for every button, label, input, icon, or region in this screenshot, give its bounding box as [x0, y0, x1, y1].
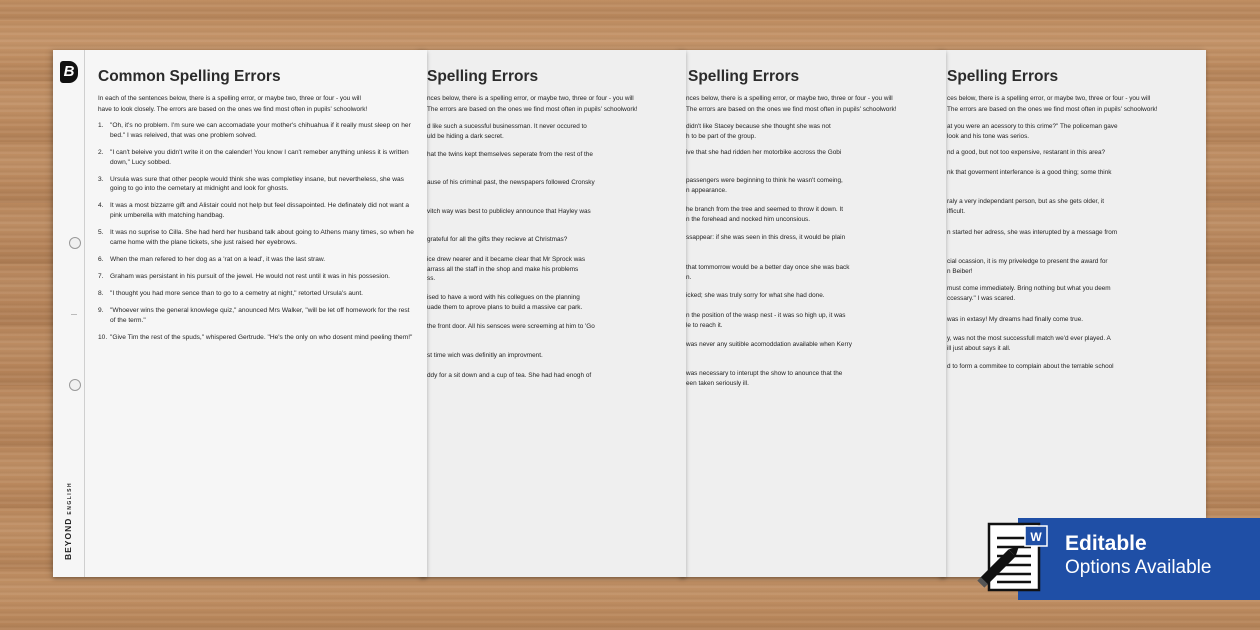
question-number: 3.: [98, 175, 104, 183]
sentence-fragment: ccessary." I was scared.: [947, 294, 1016, 302]
question-number: 10.: [98, 333, 108, 341]
question-number: 5.: [98, 229, 104, 237]
brand-wordmark: [63, 482, 73, 560]
intro-line-2: The errors are based on the ones we find most often in pupils' schoolwork!: [686, 105, 897, 113]
intro-line-1: In each of the sentences below, there is a spelling error, or maybe two, three or four - you will: [98, 95, 361, 102]
question-text: Ursula was sure that other people would think she was completley insane, but nevertheless, she was going to go into the cemetary at midnight and look for ghosts.: [110, 175, 404, 193]
question-list: [98, 121, 414, 350]
sentence-fragment: een taken seriously ill.: [686, 379, 749, 387]
sentence-fragment: look and his tone was serios.: [947, 132, 1030, 140]
fold-mark: [71, 314, 77, 315]
badge-title: Editable: [1065, 532, 1147, 555]
sentence-fragment: arrass all the staff in the shop and make his problems: [427, 265, 579, 273]
page-title: Spelling Errors: [947, 68, 1059, 85]
worksheet-page-4: [940, 50, 1206, 577]
worksheet-page-2: [420, 50, 686, 577]
question-item: [98, 272, 414, 282]
question-number: 4.: [98, 202, 104, 210]
question-number: 2.: [98, 148, 104, 156]
sentence-fragment: n the position of the wasp nest - it was so high up, it was: [686, 312, 846, 319]
question-item: [98, 255, 414, 265]
sentence-fragment: ss.: [427, 275, 436, 283]
page-title: Spelling Errors: [688, 68, 800, 85]
brand-logo: B: [60, 61, 78, 83]
sentence-fragment: n.: [686, 273, 692, 281]
sentence-fragment: uld be hiding a dark secret.: [427, 132, 504, 140]
question-item: [98, 201, 414, 221]
sentence-fragment: the front door. All his sensces were screeming at him to 'Go: [427, 323, 595, 330]
sentence-fragment: h to be part of the group.: [686, 132, 756, 140]
sentence-fragment: must come immediately. Bring nothing but what you deem: [947, 285, 1111, 292]
question-item: [98, 289, 414, 299]
question-text: Graham was persistant in his pursuit of the jewel. He would not rest until it was in his possesion.: [110, 272, 390, 280]
sentence-fragment: ifficult.: [947, 207, 965, 215]
question-text: It was no suprise to Cilla. She had herd her husband talk about going to Athens many times, so when he came home with the plane tickets, she just raised her eyebrows.: [110, 229, 414, 246]
sentence-fragment: uade them to aprove plans to build a massive car park.: [427, 303, 583, 311]
sentence-fragment: ssappear: if she was seen in this dress, it would be plain: [686, 234, 846, 241]
intro-line-2: have to look closely. The errors are based on the ones we find most often in pupils' schoolwork!: [98, 105, 368, 113]
question-number: 7.: [98, 272, 104, 280]
badge-subtitle: Options Available: [1065, 557, 1212, 578]
sentence-fragment: at you were an acessory to this crime?" The policeman gave: [947, 123, 1118, 130]
intro-line-1: ces below, there is a spelling error, or maybe two, three or four - you will: [947, 95, 1151, 102]
question-item: [98, 148, 414, 168]
margin-strip: [53, 50, 85, 577]
sentence-fragment: d to form a commitee to complain about the terrable school: [947, 363, 1114, 370]
worksheet-page-3: [680, 50, 946, 577]
sentence-fragment: didn't like Stacey because she thought she was not: [686, 123, 831, 130]
question-number: 8.: [98, 289, 104, 297]
intro-line-2: The errors are based on the ones we find most often in pupils' schoolwork!: [947, 105, 1158, 113]
brand-main: BEYOND: [63, 517, 73, 560]
intro-line-1: nces below, there is a spelling error, or maybe two, three or four - you will: [427, 95, 634, 102]
sentence-fragment: ill just about says it all.: [947, 344, 1011, 352]
question-number: 9.: [98, 306, 104, 314]
sentence-fragment: grateful for all the gifts they recieve at Christmas?: [427, 236, 568, 243]
question-item: [98, 333, 414, 343]
brand-sub: ENGLISH: [67, 481, 73, 515]
sentence-fragment: was never any suitible acomoddation available when Kerry: [686, 341, 852, 348]
question-text: "Whoever wins the general knowlege quiz," anounced Mrs Walker, "will be let off homework for the rest of the term.": [110, 306, 410, 324]
question-number: 1.: [98, 122, 104, 129]
sentence-fragment: passengers were beginning to think he wasn't comeing,: [686, 177, 843, 184]
sentence-fragment: n started her adress, she was interupted by a message from: [947, 229, 1118, 236]
sentence-fragment: was in extasy! My dreams had finally come true.: [947, 316, 1084, 323]
sentence-fragment: n the forehead and nocked him unconsious.: [686, 215, 810, 223]
sentence-fragment: vitch way was best to publicley announce that Hayley was: [427, 208, 591, 215]
sentence-fragment: cial ocassion, it is my priveledge to present the award for: [947, 258, 1108, 265]
sentence-fragment: ddy for a sit down and a cup of tea. She had had enogh of: [427, 372, 592, 379]
sentence-fragment: nd a good, but not too expensive, restarant in this area?: [947, 149, 1106, 156]
sentence-fragment: ause of his criminal past, the newspapers followed Cronsky: [427, 179, 595, 186]
sentence-fragment: nk that goverment interferance is a good thing; some think: [947, 169, 1112, 176]
sentence-fragment: was necessary to interupt the show to anounce that the: [686, 370, 843, 377]
question-text: "I thought you had more sence than to go to a cemetry at night," retorted Ursula's aunt.: [110, 289, 363, 297]
question-item: [98, 306, 414, 326]
question-item: [98, 175, 414, 195]
sentence-fragment: ive that she had ridden her motorbike accross the Gobi: [686, 149, 842, 156]
question-text: It was a most bizzarre gift and Alistair could not help but feel dissapointed. He definately did not want a pink umberella with matching handbag.: [110, 202, 410, 220]
intro-line-1: nces below, there is a spelling error, or maybe two, three or four - you will: [686, 95, 893, 102]
sentence-fragment: hat the twins kept themselves seperate from the rest of the: [427, 151, 593, 158]
sentence-fragment: icked; she was truly sorry for what she had done.: [686, 292, 825, 299]
question-item: [98, 121, 414, 141]
page-title: Spelling Errors: [427, 68, 539, 85]
worksheet-page-1: [53, 50, 427, 577]
question-text: "Oh, it's no problem. I'm sure we can accomadate your mother's chihuahua if it really must sleep on her bed." I was releived, that was one problem solved.: [110, 122, 411, 139]
punch-hole: [69, 379, 81, 391]
sentence-fragment: that tommorrow would be a better day once she was back: [686, 264, 850, 271]
question-item: [98, 228, 414, 248]
sentence-fragment: y, was not the most successfull match we'd ever played. A: [947, 335, 1111, 342]
sentence-fragment: st time wich was definitly an improvment.: [427, 352, 543, 359]
sentence-fragment: le to reach it.: [686, 321, 723, 329]
sentence-fragment: n Beiber!: [947, 267, 973, 275]
sentence-fragment: ised to have a word with his collegues on the planning: [427, 294, 580, 301]
sentence-fragment: ice drew nearer and it became clear that Mr Sprock was: [427, 256, 586, 263]
word-letter: W: [1030, 530, 1042, 544]
sentence-fragment: d like such a sucessful businessman. It never occured to: [427, 123, 587, 130]
question-text: When the man refered to her dog as a 'rat on a lead', it was the last straw.: [110, 255, 326, 263]
editable-document-icon: [975, 522, 1055, 598]
sentence-fragment: he branch from the tree and seemed to throw it down. It: [686, 206, 844, 213]
question-text: "I can't beleive you didn't write it on the calender! You know I can't remeber anything unless it is written down," Lucy sobbed.: [110, 148, 409, 166]
intro-line-2: The errors are based on the ones we find most often in pupils' schoolwork!: [427, 105, 638, 113]
punch-hole: [69, 237, 81, 249]
sentence-fragment: n appearance.: [686, 186, 727, 194]
question-text: "Give Tim the rest of the spuds," whispered Gertrude. "He's the only on who dosent mind peeling them!": [110, 333, 413, 341]
question-number: 6.: [98, 255, 104, 263]
page-title: Common Spelling Errors: [98, 68, 281, 85]
sentence-fragment: raly a very independant person, but as she gets older, it: [947, 198, 1105, 205]
